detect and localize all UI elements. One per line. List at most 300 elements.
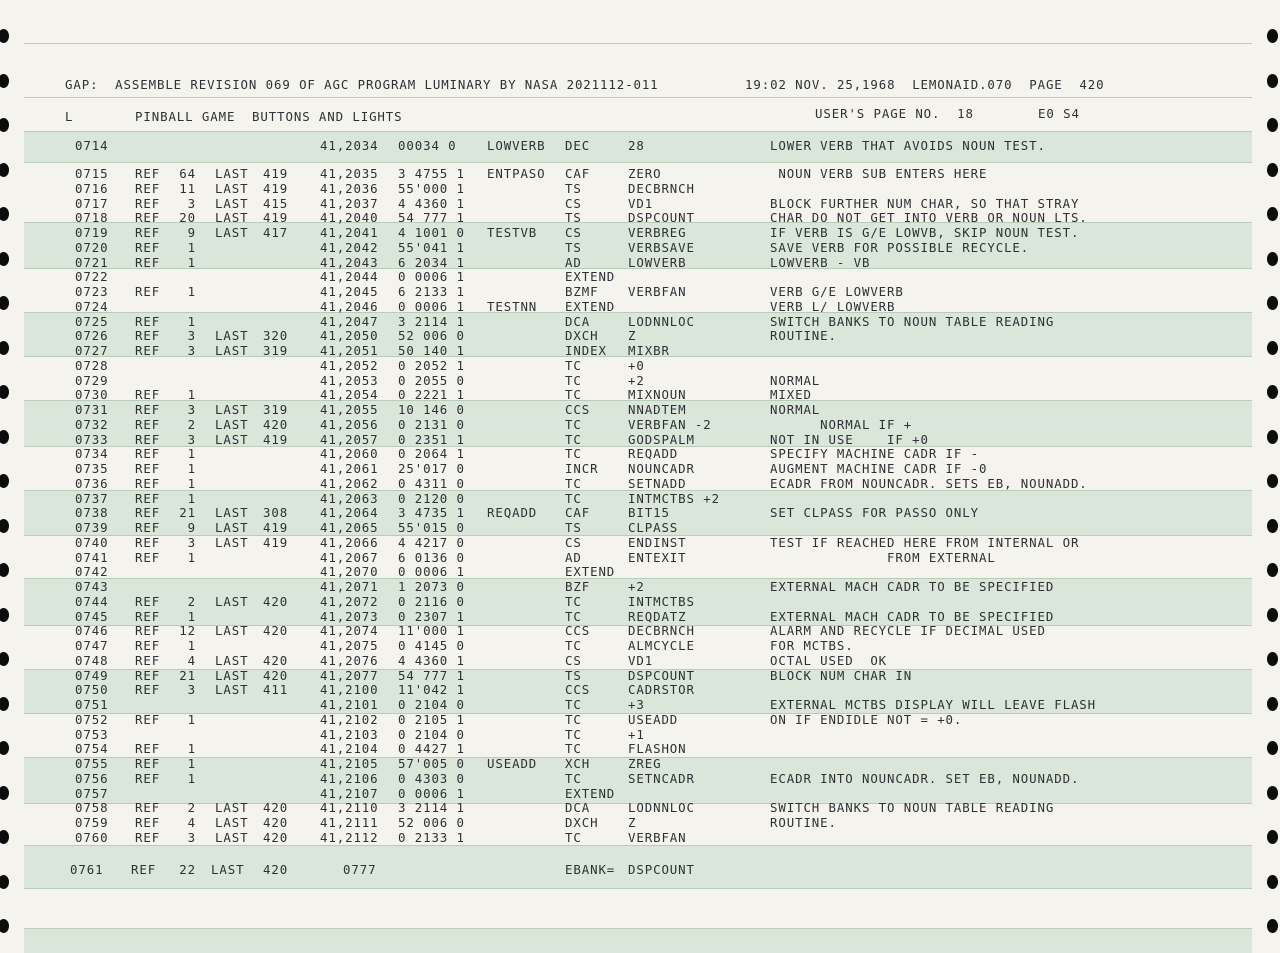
- opcode: EXTEND: [565, 269, 616, 284]
- ref-count: 3: [187, 402, 196, 417]
- opcode: TC: [565, 830, 582, 845]
- octal-value: 4 4217 0: [398, 535, 465, 550]
- address: 41,2103: [320, 727, 379, 742]
- operand: DECBRNCH: [628, 181, 695, 196]
- listing-row: [0, 477, 1280, 491]
- line-number: 0750: [75, 682, 109, 697]
- opcode: TS: [565, 240, 582, 255]
- line-number: 0759: [75, 815, 109, 830]
- last-page: 420: [263, 623, 289, 638]
- octal-value: 0 4145 0: [398, 638, 465, 653]
- octal-value: 0 0006 1: [398, 299, 465, 314]
- last-page: 419: [263, 432, 289, 447]
- code-label: TESTNN: [487, 299, 538, 314]
- listing-row: [0, 388, 1280, 402]
- octal-value: 3 4755 1: [398, 166, 465, 181]
- line-number: 0749: [75, 668, 109, 683]
- listing-row: [0, 359, 1280, 373]
- last-page: 420: [263, 862, 289, 877]
- code-label: ENTPASO: [487, 166, 546, 181]
- address: 41,2044: [320, 269, 379, 284]
- ref-count: 1: [187, 446, 196, 461]
- opcode: BZMF: [565, 284, 599, 299]
- last-marker: LAST: [215, 815, 249, 830]
- opcode: TC: [565, 712, 582, 727]
- last-page: 319: [263, 402, 289, 417]
- ref-marker: REF: [135, 668, 161, 683]
- ref-count: 22: [179, 862, 196, 877]
- address: 41,2101: [320, 697, 379, 712]
- last-page: 420: [263, 815, 289, 830]
- last-page: 308: [263, 505, 289, 520]
- ref-count: 21: [179, 505, 196, 520]
- opcode: TC: [565, 609, 582, 624]
- address: 41,2067: [320, 550, 379, 565]
- listing-row: [0, 506, 1280, 520]
- octal-value: 6 2034 1: [398, 255, 465, 270]
- comment: OCTAL USED OK: [770, 653, 888, 668]
- operand: ZERO: [628, 166, 662, 181]
- comment: FROM EXTERNAL: [770, 550, 996, 565]
- ref-marker: REF: [135, 210, 161, 225]
- comment: ECADR INTO NOUNCADR. SET EB, NOUNADD.: [770, 771, 1080, 786]
- opcode: EXTEND: [565, 564, 616, 579]
- opcode: CCS: [565, 623, 591, 638]
- address: 41,2061: [320, 461, 379, 476]
- listing-row: [0, 403, 1280, 417]
- code-label: REQADD: [487, 505, 538, 520]
- address: 41,2053: [320, 373, 379, 388]
- octal-value: 55'015 0: [398, 520, 465, 535]
- address: 41,2055: [320, 402, 379, 417]
- last-marker: LAST: [215, 328, 249, 343]
- last-marker: LAST: [215, 210, 249, 225]
- address: 41,2041: [320, 225, 379, 240]
- punch-hole: [1267, 29, 1278, 43]
- last-page: 419: [263, 181, 289, 196]
- comment: NORMAL: [770, 402, 821, 417]
- operand: CADRSTOR: [628, 682, 695, 697]
- last-marker: LAST: [215, 535, 249, 550]
- octal-value: 0 2307 1: [398, 609, 465, 624]
- last-marker: LAST: [215, 668, 249, 683]
- address: 41,2063: [320, 491, 379, 506]
- operand: +0: [628, 358, 645, 373]
- ref-marker: REF: [135, 800, 161, 815]
- ref-marker: REF: [135, 682, 161, 697]
- ref-count: 2: [187, 800, 196, 815]
- comment: ON IF ENDIDLE NOT = +0.: [770, 712, 963, 727]
- opcode: CS: [565, 225, 582, 240]
- listing-row: [0, 772, 1280, 786]
- octal-value: 3 2114 1: [398, 314, 465, 329]
- comment: ROUTINE.: [770, 815, 837, 830]
- ref-marker: REF: [135, 505, 161, 520]
- last-marker: LAST: [215, 417, 249, 432]
- comment: SAVE VERB FOR POSSIBLE RECYCLE.: [770, 240, 1030, 255]
- operand: INTMCTBS +2: [628, 491, 720, 506]
- last-page: 420: [263, 800, 289, 815]
- address: 41,2040: [320, 210, 379, 225]
- line-number: 0735: [75, 461, 109, 476]
- line-number: 0736: [75, 476, 109, 491]
- section-title: PINBALL GAME BUTTONS AND LIGHTS: [135, 109, 403, 124]
- code-label: TESTVB: [487, 225, 538, 240]
- octal-value: 6 0136 0: [398, 550, 465, 565]
- opcode: INDEX: [565, 343, 607, 358]
- opcode: EXTEND: [565, 299, 616, 314]
- comment: SWITCH BANKS TO NOUN TABLE READING: [770, 314, 1055, 329]
- listing-row: [0, 256, 1280, 270]
- operand: FLASHON: [628, 741, 687, 756]
- listing-row: [0, 698, 1280, 712]
- line-number: 0744: [75, 594, 109, 609]
- comment: NOT IN USE IF +0: [770, 432, 929, 447]
- rule-line: [24, 131, 1252, 132]
- operand: DSPCOUNT: [628, 668, 695, 683]
- ref-marker: REF: [135, 417, 161, 432]
- last-page: 420: [263, 417, 289, 432]
- last-marker: LAST: [215, 505, 249, 520]
- address: 41,2112: [320, 830, 379, 845]
- opcode: TC: [565, 594, 582, 609]
- comment: VERB L/ LOWVERB: [770, 299, 896, 314]
- ref-count: 1: [187, 284, 196, 299]
- ref-marker: REF: [135, 594, 161, 609]
- comment: BLOCK FURTHER NUM CHAR, SO THAT STRAY: [770, 196, 1080, 211]
- opcode: BZF: [565, 579, 591, 594]
- ref-count: 11: [179, 181, 196, 196]
- line-number: 0755: [75, 756, 109, 771]
- listing-row: [0, 374, 1280, 388]
- line-number: 0740: [75, 535, 109, 550]
- ref-count: 1: [187, 550, 196, 565]
- punch-hole: [1267, 919, 1278, 933]
- ref-count: 3: [187, 343, 196, 358]
- comment: LOWER VERB THAT AVOIDS NOUN TEST.: [770, 138, 1046, 153]
- operand: ZREG: [628, 756, 662, 771]
- octal-value: 0777: [343, 862, 377, 877]
- ref-marker: REF: [135, 609, 161, 624]
- line-number: 0722: [75, 269, 109, 284]
- rule-line: [24, 888, 1252, 889]
- line-number: 0723: [75, 284, 109, 299]
- address: 41,2102: [320, 712, 379, 727]
- line-number: 0743: [75, 579, 109, 594]
- address: 41,2065: [320, 520, 379, 535]
- address: 41,2042: [320, 240, 379, 255]
- section-code: L: [65, 109, 74, 124]
- ref-marker: REF: [135, 550, 161, 565]
- last-page: 419: [263, 210, 289, 225]
- octal-value: 52 006 0: [398, 328, 465, 343]
- line-number: 0737: [75, 491, 109, 506]
- address: 41,2107: [320, 786, 379, 801]
- opcode: DXCH: [565, 328, 599, 343]
- octal-value: 0 4303 0: [398, 771, 465, 786]
- comment: EXTERNAL MACH CADR TO BE SPECIFIED: [770, 609, 1055, 624]
- opcode: CCS: [565, 402, 591, 417]
- operand: VD1: [628, 653, 654, 668]
- last-marker: LAST: [215, 623, 249, 638]
- operand: +3: [628, 697, 645, 712]
- line-number: 0745: [75, 609, 109, 624]
- listing-row: [0, 816, 1280, 830]
- octal-value: 3 2114 1: [398, 800, 465, 815]
- ref-marker: REF: [135, 328, 161, 343]
- comment: NOUN VERB SUB ENTERS HERE: [770, 166, 988, 181]
- listing-row: [0, 669, 1280, 683]
- comment: ROUTINE.: [770, 328, 837, 343]
- operand: ENDINST: [628, 535, 687, 550]
- address: 41,2060: [320, 446, 379, 461]
- ref-marker: REF: [135, 181, 161, 196]
- octal-value: 55'041 1: [398, 240, 465, 255]
- octal-value: 57'005 0: [398, 756, 465, 771]
- operand: GODSPALM: [628, 432, 695, 447]
- ref-marker: REF: [135, 446, 161, 461]
- opcode: TC: [565, 741, 582, 756]
- last-page: 420: [263, 830, 289, 845]
- address: 41,2052: [320, 358, 379, 373]
- line-number: 0720: [75, 240, 109, 255]
- comment: BLOCK NUM CHAR IN: [770, 668, 913, 683]
- last-marker: LAST: [215, 166, 249, 181]
- listing-row: [0, 551, 1280, 565]
- comment: VERB G/E LOWVERB: [770, 284, 904, 299]
- ref-count: 4: [187, 653, 196, 668]
- listing-row: [0, 757, 1280, 771]
- opcode: TC: [565, 638, 582, 653]
- listing-row: [0, 285, 1280, 299]
- octal-value: 0 0006 1: [398, 269, 465, 284]
- ref-marker: REF: [135, 712, 161, 727]
- opcode: TC: [565, 446, 582, 461]
- punch-hole: [1267, 875, 1278, 889]
- last-page: 320: [263, 328, 289, 343]
- comment: SPECIFY MACHINE CADR IF -: [770, 446, 979, 461]
- line-number: 0732: [75, 417, 109, 432]
- ref-marker: REF: [135, 196, 161, 211]
- last-marker: LAST: [215, 432, 249, 447]
- address: 41,2050: [320, 328, 379, 343]
- ref-count: 4: [187, 815, 196, 830]
- opcode: TS: [565, 668, 582, 683]
- ref-count: 2: [187, 594, 196, 609]
- punch-hole: [0, 29, 9, 43]
- opcode: TC: [565, 387, 582, 402]
- line-number: 0727: [75, 343, 109, 358]
- ref-marker: REF: [135, 402, 161, 417]
- operand: Z: [628, 815, 637, 830]
- address: 41,2100: [320, 682, 379, 697]
- opcode: TC: [565, 417, 582, 432]
- listing-row: [0, 433, 1280, 447]
- listing-row: [0, 654, 1280, 668]
- operand: NOUNCADR: [628, 461, 695, 476]
- address: 41,2070: [320, 564, 379, 579]
- last-marker: LAST: [215, 196, 249, 211]
- opcode: DXCH: [565, 815, 599, 830]
- address: 41,2057: [320, 432, 379, 447]
- last-page: 417: [263, 225, 289, 240]
- ref-count: 20: [179, 210, 196, 225]
- line-number: 0725: [75, 314, 109, 329]
- octal-value: 0 2221 1: [398, 387, 465, 402]
- ref-marker: REF: [135, 387, 161, 402]
- opcode: CAF: [565, 505, 591, 520]
- line-number: 0752: [75, 712, 109, 727]
- operand: LODNNLOC: [628, 314, 695, 329]
- listing-row: [0, 462, 1280, 476]
- assembly-title: GAP: ASSEMBLE REVISION 069 OF AGC PROGRAM LUMINARY BY NASA 2021112-011: [65, 77, 659, 92]
- last-marker: LAST: [215, 682, 249, 697]
- comment: NORMAL: [770, 373, 821, 388]
- operand: LODNNLOC: [628, 800, 695, 815]
- address: 41,2072: [320, 594, 379, 609]
- octal-value: 50 140 1: [398, 343, 465, 358]
- octal-value: 0 2055 0: [398, 373, 465, 388]
- address: 41,2043: [320, 255, 379, 270]
- code-label: LOWVERB: [487, 138, 546, 153]
- ref-count: 3: [187, 196, 196, 211]
- ref-count: 9: [187, 225, 196, 240]
- ref-count: 1: [187, 491, 196, 506]
- address: 41,2034: [320, 138, 379, 153]
- ref-marker: REF: [135, 284, 161, 299]
- ref-marker: REF: [135, 432, 161, 447]
- address: 41,2075: [320, 638, 379, 653]
- operand: USEADD: [628, 712, 679, 727]
- line-number: 0742: [75, 564, 109, 579]
- octal-value: 0 2104 0: [398, 727, 465, 742]
- listing-row: [0, 801, 1280, 815]
- address: 41,2106: [320, 771, 379, 786]
- ref-count: 1: [187, 756, 196, 771]
- line-number: 0731: [75, 402, 109, 417]
- comment: TEST IF REACHED HERE FROM INTERNAL OR: [770, 535, 1080, 550]
- rule-line: [24, 43, 1252, 44]
- opcode: TC: [565, 358, 582, 373]
- listing-row: [0, 863, 1280, 877]
- operand: INTMCTBS: [628, 594, 695, 609]
- line-number: 0738: [75, 505, 109, 520]
- listing-row: [0, 742, 1280, 756]
- last-page: 419: [263, 535, 289, 550]
- ref-count: 64: [179, 166, 196, 181]
- opcode: INCR: [565, 461, 599, 476]
- opcode: TS: [565, 181, 582, 196]
- last-marker: LAST: [215, 800, 249, 815]
- operand: VERBREG: [628, 225, 687, 240]
- opcode: CS: [565, 653, 582, 668]
- line-number: 0753: [75, 727, 109, 742]
- listing-row: [0, 713, 1280, 727]
- octal-value: 11'042 1: [398, 682, 465, 697]
- operand: Z: [628, 328, 637, 343]
- listing-row: [0, 521, 1280, 535]
- address: 41,2111: [320, 815, 379, 830]
- punch-hole: [0, 919, 9, 933]
- opcode: DCA: [565, 800, 591, 815]
- code-label: USEADD: [487, 756, 538, 771]
- comment: EXTERNAL MACH CADR TO BE SPECIFIED: [770, 579, 1055, 594]
- opcode: TC: [565, 476, 582, 491]
- operand: DSPCOUNT: [628, 862, 695, 877]
- ref-marker: REF: [135, 653, 161, 668]
- line-number: 0715: [75, 166, 109, 181]
- line-number: 0741: [75, 550, 109, 565]
- octal-value: 0 2052 1: [398, 358, 465, 373]
- ref-count: 1: [187, 609, 196, 624]
- punch-hole: [0, 74, 9, 88]
- listing-row: [0, 167, 1280, 181]
- ref-marker: REF: [135, 343, 161, 358]
- ref-marker: REF: [135, 491, 161, 506]
- ref-marker: REF: [135, 815, 161, 830]
- line-number: 0730: [75, 387, 109, 402]
- last-marker: LAST: [215, 402, 249, 417]
- ref-marker: REF: [135, 623, 161, 638]
- ref-count: 2: [187, 417, 196, 432]
- line-number: 0739: [75, 520, 109, 535]
- octal-value: 0 2131 0: [398, 417, 465, 432]
- address: 41,2104: [320, 741, 379, 756]
- opcode: AD: [565, 255, 582, 270]
- punch-hole: [1267, 118, 1278, 132]
- operand: REQADD: [628, 446, 679, 461]
- last-page: 420: [263, 594, 289, 609]
- comment: MIXED: [770, 387, 812, 402]
- listing-row: [0, 831, 1280, 845]
- last-marker: LAST: [215, 594, 249, 609]
- line-number: 0756: [75, 771, 109, 786]
- operand: NNADTEM: [628, 402, 687, 417]
- punch-hole: [0, 118, 9, 132]
- line-number: 0747: [75, 638, 109, 653]
- listing-row: [0, 492, 1280, 506]
- address: 41,2056: [320, 417, 379, 432]
- ref-marker: REF: [135, 771, 161, 786]
- line-number: 0724: [75, 299, 109, 314]
- octal-value: 3 4735 1: [398, 505, 465, 520]
- opcode: TS: [565, 520, 582, 535]
- last-page: 415: [263, 196, 289, 211]
- listing-row: [0, 536, 1280, 550]
- address: 41,2045: [320, 284, 379, 299]
- line-number: 0746: [75, 623, 109, 638]
- opcode: TC: [565, 373, 582, 388]
- last-page: 419: [263, 520, 289, 535]
- line-number: 0714: [75, 138, 109, 153]
- rule-line: [24, 97, 1252, 98]
- operand: DSPCOUNT: [628, 210, 695, 225]
- line-number: 0757: [75, 786, 109, 801]
- operand: DECBRNCH: [628, 623, 695, 638]
- ref-count: 21: [179, 668, 196, 683]
- octal-value: 00034 0: [398, 138, 457, 153]
- octal-value: 0 4311 0: [398, 476, 465, 491]
- green-band: [24, 928, 1252, 953]
- comment: EXTERNAL MCTBS DISPLAY WILL LEAVE FLASH: [770, 697, 1097, 712]
- listing-row: [0, 329, 1280, 343]
- listing-row: [0, 787, 1280, 801]
- comment: CHAR DO NOT GET INTO VERB OR NOUN LTS.: [770, 210, 1088, 225]
- ref-count: 1: [187, 461, 196, 476]
- eo-code: E0 S4: [1038, 106, 1080, 121]
- line-number: 0754: [75, 741, 109, 756]
- octal-value: 4 1001 0: [398, 225, 465, 240]
